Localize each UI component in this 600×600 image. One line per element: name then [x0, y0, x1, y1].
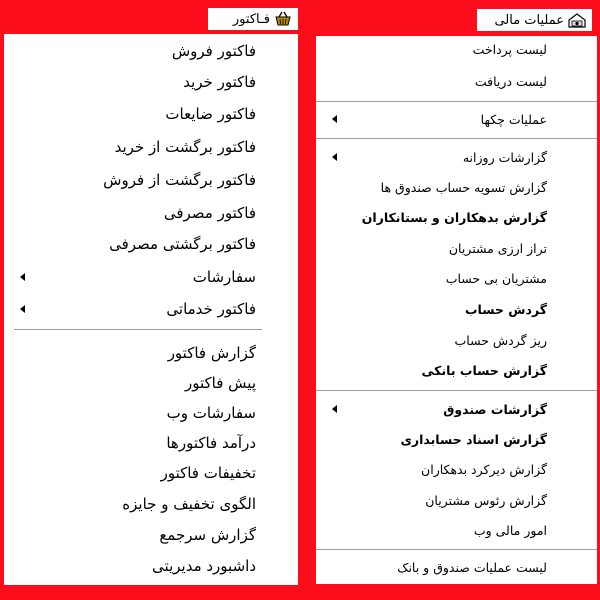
financial-operations-menu	[316, 36, 597, 584]
menu-item-unaccounted-customers[interactable]: مشتریان بی حساب	[445, 270, 547, 286]
menu-separator	[14, 329, 262, 330]
menu-item-accounting-documents-report[interactable]: گزارش اسناد حسابداری	[400, 431, 547, 447]
menu-item-proforma-invoice[interactable]: پیش فاکتور	[185, 374, 256, 392]
menu-item-cash-bank-operations-list[interactable]: لیست عملیات صندوق و بانک	[397, 559, 547, 575]
menu-item-web-financial-affairs[interactable]: امور مالی وب	[473, 522, 547, 538]
menu-item-customer-heads-report[interactable]: گزارش رئوس مشتریان	[425, 492, 547, 508]
menu-separator	[316, 549, 597, 550]
submenu-arrow-icon	[20, 273, 25, 281]
menu-item-invoice-discounts[interactable]: تخفیفات فاکتور	[160, 464, 256, 482]
menu-item-receipt-list[interactable]: لیست دریافت	[474, 73, 547, 89]
menu-item-daily-reports[interactable]: گزارشات روزانه	[316, 142, 597, 172]
menu-item-waste-invoice[interactable]: فاکتور ضایعات	[165, 105, 256, 123]
menu-item-cash-settlement-report[interactable]: گزارش تسویه حساب صندوق ها	[380, 179, 547, 195]
submenu-arrow-icon	[332, 153, 337, 161]
menu-item-late-debtors-report[interactable]: گزارش دیرکرد بدهکاران	[421, 461, 547, 477]
menu-item-check-operations[interactable]: عملیات چکها	[316, 104, 597, 134]
menu-item-purchase-return-invoice[interactable]: فاکتور برگشت از خرید	[114, 138, 256, 156]
menu-item-bank-account-report[interactable]: گزارش حساب بانکی	[421, 362, 547, 378]
menu-item-consumption-invoice[interactable]: فاکتور مصرفی	[163, 204, 256, 222]
menu-item-account-turnover[interactable]: گردش حساب	[464, 301, 547, 317]
menu-item-summary-report[interactable]: گزارش سرجمع	[159, 526, 256, 544]
cash-register-icon	[568, 12, 586, 28]
financial-operations-menu-title[interactable]	[477, 9, 592, 31]
menu-item-debtors-creditors-report[interactable]: گزارش بدهکاران و بستانکاران	[361, 209, 547, 225]
menu-item-payment-list[interactable]: لیست پرداخت	[472, 41, 547, 57]
menu-item-customer-currency-balance[interactable]: تراز ارزی مشتریان	[448, 240, 547, 256]
menu-item-invoice-report[interactable]: گزارش فاکتور	[167, 344, 256, 362]
basket-icon	[274, 11, 292, 27]
invoice-menu-title[interactable]	[208, 8, 298, 30]
menu-item-invoice-revenue[interactable]: درآمد فاکتورها	[166, 434, 256, 452]
invoice-menu-title-label: فـاکتور	[232, 11, 270, 27]
submenu-arrow-icon	[332, 405, 337, 413]
submenu-arrow-icon	[20, 305, 25, 313]
menu-item-sales-return-invoice[interactable]: فاکتور برگشت از فروش	[103, 171, 256, 189]
menu-item-web-orders[interactable]: سفارشات وب	[166, 404, 256, 422]
menu-item-cash-reports[interactable]: گزارشات صندوق	[316, 394, 597, 424]
menu-item-service-invoice[interactable]: فاکتور خدماتی	[4, 294, 298, 324]
menu-separator	[316, 101, 597, 102]
menu-item-account-turnover-details[interactable]: ریز گردش حساب	[454, 332, 547, 348]
invoice-menu	[4, 34, 298, 585]
menu-separator	[316, 390, 597, 391]
menu-item-sales-invoice[interactable]: فاکتور فروش	[171, 42, 256, 60]
menu-item-consumption-return-invoice[interactable]: فاکتور برگشتی مصرفی	[109, 235, 256, 253]
menu-item-management-dashboard[interactable]: داشبورد مدیریتی	[152, 557, 256, 575]
submenu-arrow-icon	[332, 115, 337, 123]
menu-separator	[316, 138, 597, 139]
financial-operations-menu-title-label: عملیات مالی	[494, 12, 564, 28]
menu-item-purchase-invoice[interactable]: فاکتور خرید	[183, 73, 256, 91]
menu-item-orders[interactable]: سفارشات	[4, 262, 298, 292]
menu-item-discount-reward-pattern[interactable]: الگوی تخفیف و جایزه	[122, 495, 256, 513]
